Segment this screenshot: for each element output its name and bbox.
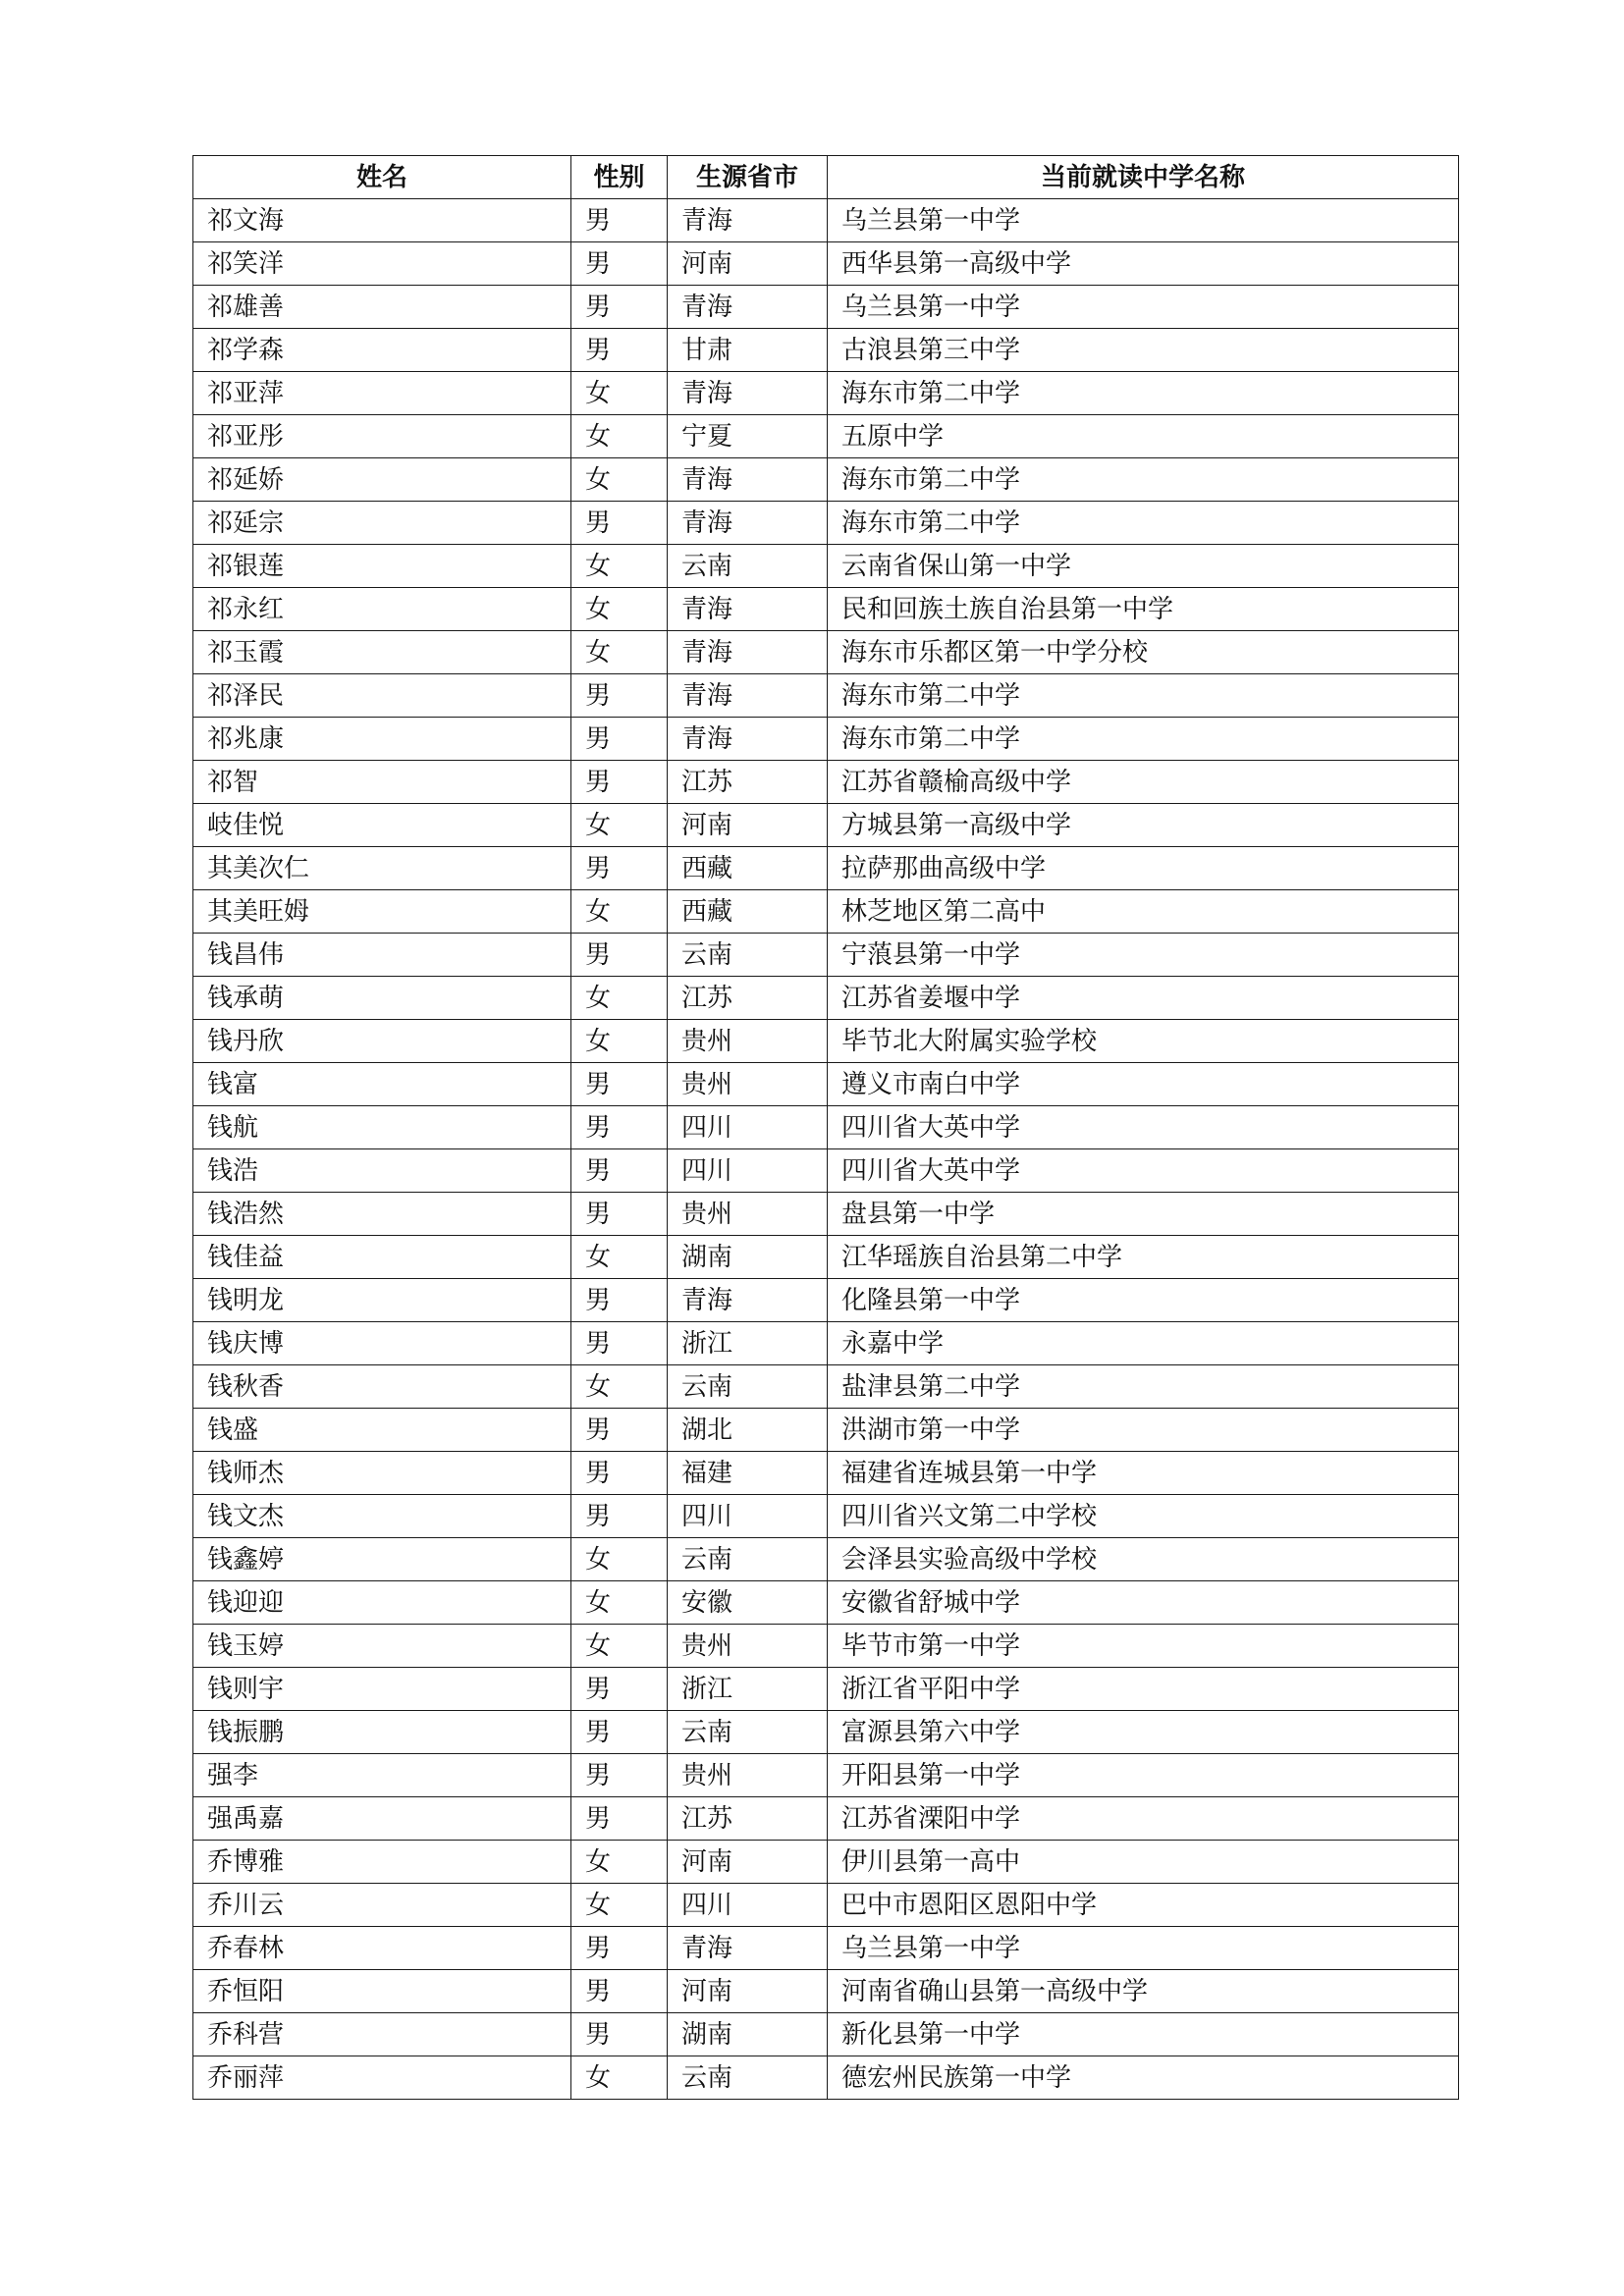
cell-province: 西藏 [668,890,828,934]
header-name: 姓名 [193,156,571,199]
table-row [193,458,1459,502]
cell-province: 青海 [668,631,828,674]
cell-province: 青海 [668,458,828,502]
cell-province: 青海 [668,588,828,631]
cell-province: 浙江 [668,1668,828,1711]
cell-gender: 男 [571,1927,668,1970]
cell-name: 祁智 [193,761,571,804]
cell-gender: 男 [571,934,668,977]
cell-province: 湖南 [668,1236,828,1279]
cell-gender: 女 [571,415,668,458]
cell-gender: 女 [571,2056,668,2100]
cell-name: 祁兆康 [193,718,571,761]
cell-school: 海东市第二中学 [828,674,1459,718]
cell-gender: 男 [571,1193,668,1236]
cell-school: 化隆县第一中学 [828,1279,1459,1322]
cell-gender: 女 [571,458,668,502]
cell-province: 青海 [668,674,828,718]
cell-school: 遵义市南白中学 [828,1063,1459,1106]
cell-school: 巴中市恩阳区恩阳中学 [828,1884,1459,1927]
cell-school: 伊川县第一高中 [828,1841,1459,1884]
cell-school: 宁蒗县第一中学 [828,934,1459,977]
cell-gender: 男 [571,199,668,242]
cell-school: 乌兰县第一中学 [828,199,1459,242]
cell-province: 安徽 [668,1581,828,1625]
cell-school: 海东市第二中学 [828,718,1459,761]
cell-name: 祁雄善 [193,286,571,329]
table-row [193,2056,1459,2100]
cell-name: 乔丽萍 [193,2056,571,2100]
cell-name: 钱庆博 [193,1322,571,1365]
cell-name: 钱文杰 [193,1495,571,1538]
cell-name: 乔博雅 [193,1841,571,1884]
cell-province: 云南 [668,2056,828,2100]
cell-school: 盐津县第二中学 [828,1365,1459,1409]
table-row [193,1365,1459,1409]
table-row [193,674,1459,718]
cell-school: 江苏省姜堰中学 [828,977,1459,1020]
table-row [193,1970,1459,2013]
student-roster-table [192,155,1459,2100]
table-row [193,415,1459,458]
cell-province: 四川 [668,1149,828,1193]
cell-name: 祁延娇 [193,458,571,502]
cell-province: 云南 [668,1365,828,1409]
table-row [193,1581,1459,1625]
cell-school: 安徽省舒城中学 [828,1581,1459,1625]
cell-gender: 男 [571,329,668,372]
cell-school: 毕节北大附属实验学校 [828,1020,1459,1063]
cell-school: 新化县第一中学 [828,2013,1459,2056]
cell-province: 江苏 [668,977,828,1020]
cell-school: 德宏州民族第一中学 [828,2056,1459,2100]
table-row [193,2013,1459,2056]
cell-gender: 男 [571,718,668,761]
cell-school: 林芝地区第二高中 [828,890,1459,934]
cell-gender: 男 [571,1149,668,1193]
cell-gender: 女 [571,631,668,674]
table-header [193,156,1459,199]
table-row [193,242,1459,286]
cell-province: 云南 [668,934,828,977]
cell-name: 岐佳悦 [193,804,571,847]
table-row [193,1927,1459,1970]
cell-province: 江苏 [668,761,828,804]
header-gender: 性别 [571,156,668,199]
cell-school: 四川省大英中学 [828,1106,1459,1149]
table-row [193,847,1459,890]
cell-school: 民和回族土族自治县第一中学 [828,588,1459,631]
table-row [193,1020,1459,1063]
cell-name: 祁玉霞 [193,631,571,674]
cell-province: 河南 [668,242,828,286]
cell-gender: 女 [571,545,668,588]
cell-province: 湖南 [668,2013,828,2056]
cell-gender: 男 [571,1106,668,1149]
cell-school: 乌兰县第一中学 [828,1927,1459,1970]
cell-gender: 男 [571,1409,668,1452]
table-row [193,1754,1459,1797]
table-row [193,1279,1459,1322]
cell-province: 河南 [668,1970,828,2013]
cell-gender: 女 [571,977,668,1020]
cell-school: 河南省确山县第一高级中学 [828,1970,1459,2013]
cell-province: 青海 [668,199,828,242]
cell-gender: 男 [571,2013,668,2056]
cell-province: 贵州 [668,1063,828,1106]
table-body [193,199,1459,2100]
table-row [193,1149,1459,1193]
cell-name: 钱浩然 [193,1193,571,1236]
table-row [193,1409,1459,1452]
cell-name: 强李 [193,1754,571,1797]
cell-gender: 男 [571,1279,668,1322]
table-row [193,286,1459,329]
cell-school: 开阳县第一中学 [828,1754,1459,1797]
table-row [193,1538,1459,1581]
cell-gender: 男 [571,286,668,329]
cell-name: 钱则宇 [193,1668,571,1711]
cell-school: 五原中学 [828,415,1459,458]
cell-school: 江华瑶族自治县第二中学 [828,1236,1459,1279]
table-row [193,1711,1459,1754]
table-row [193,1841,1459,1884]
cell-province: 福建 [668,1452,828,1495]
cell-school: 会泽县实验高级中学校 [828,1538,1459,1581]
cell-name: 其美次仁 [193,847,571,890]
cell-province: 贵州 [668,1193,828,1236]
table-row [193,890,1459,934]
cell-gender: 男 [571,1063,668,1106]
cell-province: 青海 [668,502,828,545]
table-row [193,1495,1459,1538]
cell-name: 钱振鹏 [193,1711,571,1754]
cell-gender: 男 [571,1322,668,1365]
header-province: 生源省市 [668,156,828,199]
cell-gender: 男 [571,1754,668,1797]
cell-gender: 男 [571,1495,668,1538]
cell-gender: 女 [571,804,668,847]
cell-province: 四川 [668,1495,828,1538]
cell-name: 祁学森 [193,329,571,372]
cell-name: 强禹嘉 [193,1797,571,1841]
cell-gender: 女 [571,1365,668,1409]
cell-gender: 男 [571,847,668,890]
cell-name: 钱秋香 [193,1365,571,1409]
table-row [193,1797,1459,1841]
cell-gender: 男 [571,1970,668,2013]
cell-province: 贵州 [668,1754,828,1797]
cell-school: 富源县第六中学 [828,1711,1459,1754]
cell-name: 钱玉婷 [193,1625,571,1668]
cell-school: 永嘉中学 [828,1322,1459,1365]
table-row [193,502,1459,545]
table-row [193,1668,1459,1711]
cell-name: 钱航 [193,1106,571,1149]
cell-gender: 女 [571,1625,668,1668]
table-row [193,199,1459,242]
cell-gender: 女 [571,890,668,934]
cell-name: 祁永红 [193,588,571,631]
table-row [193,1106,1459,1149]
cell-school: 江苏省赣榆高级中学 [828,761,1459,804]
header-row [193,156,1459,199]
cell-school: 盘县第一中学 [828,1193,1459,1236]
cell-gender: 女 [571,1581,668,1625]
table-row [193,631,1459,674]
cell-school: 方城县第一高级中学 [828,804,1459,847]
cell-name: 钱佳益 [193,1236,571,1279]
cell-province: 云南 [668,545,828,588]
cell-gender: 女 [571,372,668,415]
cell-gender: 男 [571,1452,668,1495]
cell-school: 毕节市第一中学 [828,1625,1459,1668]
cell-gender: 女 [571,588,668,631]
table-row [193,1236,1459,1279]
cell-school: 云南省保山第一中学 [828,545,1459,588]
cell-province: 宁夏 [668,415,828,458]
cell-name: 钱承萌 [193,977,571,1020]
table-row [193,1884,1459,1927]
cell-province: 贵州 [668,1020,828,1063]
cell-name: 乔恒阳 [193,1970,571,2013]
cell-gender: 男 [571,1797,668,1841]
table-row [193,545,1459,588]
cell-school: 福建省连城县第一中学 [828,1452,1459,1495]
cell-name: 乔春林 [193,1927,571,1970]
cell-gender: 男 [571,242,668,286]
cell-province: 甘肃 [668,329,828,372]
cell-school: 海东市第二中学 [828,458,1459,502]
cell-province: 云南 [668,1538,828,1581]
cell-name: 钱丹欣 [193,1020,571,1063]
cell-school: 四川省大英中学 [828,1149,1459,1193]
cell-gender: 男 [571,502,668,545]
cell-gender: 女 [571,1884,668,1927]
cell-school: 浙江省平阳中学 [828,1668,1459,1711]
cell-gender: 男 [571,1711,668,1754]
cell-province: 西藏 [668,847,828,890]
cell-province: 云南 [668,1711,828,1754]
table-row [193,1625,1459,1668]
cell-gender: 女 [571,1841,668,1884]
cell-province: 贵州 [668,1625,828,1668]
cell-school: 海东市第二中学 [828,372,1459,415]
cell-province: 青海 [668,372,828,415]
cell-name: 钱昌伟 [193,934,571,977]
cell-name: 钱迎迎 [193,1581,571,1625]
cell-gender: 女 [571,1236,668,1279]
cell-school: 海东市乐都区第一中学分校 [828,631,1459,674]
cell-school: 江苏省溧阳中学 [828,1797,1459,1841]
header-school: 当前就读中学名称 [828,156,1459,199]
cell-province: 青海 [668,1279,828,1322]
cell-name: 乔科营 [193,2013,571,2056]
table-row [193,934,1459,977]
cell-name: 祁银莲 [193,545,571,588]
cell-province: 青海 [668,1927,828,1970]
cell-gender: 男 [571,761,668,804]
table-row [193,588,1459,631]
cell-name: 祁笑洋 [193,242,571,286]
cell-gender: 女 [571,1020,668,1063]
cell-name: 钱浩 [193,1149,571,1193]
table-row [193,761,1459,804]
cell-name: 祁亚彤 [193,415,571,458]
table-row [193,1063,1459,1106]
cell-province: 四川 [668,1106,828,1149]
cell-province: 青海 [668,718,828,761]
table-row [193,372,1459,415]
cell-province: 青海 [668,286,828,329]
table-row [193,804,1459,847]
cell-name: 祁延宗 [193,502,571,545]
cell-name: 祁文海 [193,199,571,242]
cell-school: 拉萨那曲高级中学 [828,847,1459,890]
cell-school: 海东市第二中学 [828,502,1459,545]
table-row [193,1452,1459,1495]
cell-name: 钱明龙 [193,1279,571,1322]
table-row [193,1193,1459,1236]
cell-school: 洪湖市第一中学 [828,1409,1459,1452]
cell-name: 钱鑫婷 [193,1538,571,1581]
cell-school: 西华县第一高级中学 [828,242,1459,286]
cell-name: 钱富 [193,1063,571,1106]
cell-gender: 女 [571,1538,668,1581]
table-row [193,329,1459,372]
table-row [193,977,1459,1020]
cell-school: 四川省兴文第二中学校 [828,1495,1459,1538]
table-row [193,1322,1459,1365]
cell-province: 江苏 [668,1797,828,1841]
cell-province: 河南 [668,804,828,847]
table-row [193,718,1459,761]
cell-province: 四川 [668,1884,828,1927]
cell-province: 湖北 [668,1409,828,1452]
cell-name: 钱师杰 [193,1452,571,1495]
cell-name: 祁泽民 [193,674,571,718]
cell-province: 河南 [668,1841,828,1884]
cell-school: 古浪县第三中学 [828,329,1459,372]
cell-school: 乌兰县第一中学 [828,286,1459,329]
cell-name: 乔川云 [193,1884,571,1927]
cell-name: 钱盛 [193,1409,571,1452]
cell-gender: 男 [571,674,668,718]
cell-name: 其美旺姆 [193,890,571,934]
cell-name: 祁亚萍 [193,372,571,415]
cell-province: 浙江 [668,1322,828,1365]
cell-gender: 男 [571,1668,668,1711]
